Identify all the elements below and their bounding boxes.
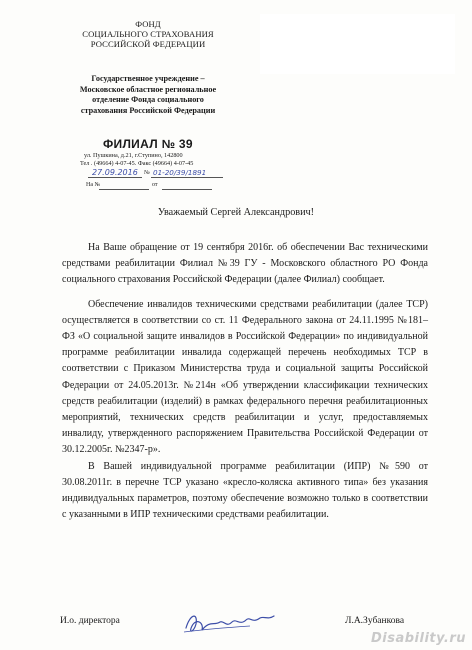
org-line: Московское областное региональное <box>79 84 217 94</box>
paragraph: В Вашей индивидуальной программе реабилитации (ИПР) №590 от 30.08.2011г. в перечне ТСР указано «кресло-коляска активного типа» без указания индивидуальных параметров, поэтому обеспечение возможно только в соответствии с указанными в ИПР техническими средствами реабилитации. <box>62 460 428 521</box>
paragraph: Обеспечение инвалидов техническими средствами реабилитации (далее ТСР) осуществляется в соответствии со ст. 11 Федерального закона от 24.11.1995 №181–ФЗ «О социальной защите инвалидов в Российской Федерации» по индивидуальной программе реабилитации инвалида содержащей перечень необходимых ТСР в соответствии с Приказом Министерства труда и социальной защиты Российской Федерации от 24.05.2013г. №214н «Об утверждении классификации технических средств реабилитации (изделий) в рамках федерального перечня реабилитационных мероприятий, технических средств реабилитации и услуг, предоставляемых инвалиду, утвержденного распоряжением Правительства Российской Федерации от 30.12.2005г. №2347-р». <box>62 298 428 456</box>
fund-header-line: РОССИЙСКОЙ ФЕДЕРАЦИИ <box>90 39 206 49</box>
fund-header-line: ФОНД <box>135 19 161 29</box>
fund-header-line: СОЦИАЛЬНОГО СТРАХОВАНИЯ <box>82 29 214 39</box>
branch-address: ул. Пушкина, д.21, г.Ступино, 142800 <box>84 152 183 159</box>
reference-label: На № <box>86 182 101 188</box>
branch-title: ФИЛИАЛ № 39 <box>103 137 193 151</box>
org-line: Государственное учреждение – <box>91 74 205 83</box>
branch-phone: Тел . (49664) 4-07-45. Факс (49664) 4-07-45 <box>80 160 194 167</box>
letter-body <box>62 240 428 523</box>
site-watermark: Disability.ru <box>370 631 466 646</box>
greeting: Уважаемый Сергей Александрович! <box>157 207 315 218</box>
org-line: отделение Фонда социального <box>92 95 204 104</box>
reference-from-label: от <box>152 182 158 188</box>
paragraph: На Ваше обращение от 19 сентября 2016г. об обеспечении Вас техническими средствами реабилитации Филиал №39 ГУ - Московского областного РО Фонда социального страхования Российской Федерации (далее Филиал) сообщает. <box>62 242 428 286</box>
org-line: страхования Российской Федерации <box>80 105 216 115</box>
number-sign: № <box>144 170 150 176</box>
organization-block <box>48 74 248 116</box>
redacted-recipient <box>260 14 455 74</box>
reference-underline <box>99 189 149 190</box>
signatory-position: И.о. директора <box>60 616 120 626</box>
date-underline <box>88 177 142 178</box>
reference-date-underline <box>162 189 212 190</box>
number-underline <box>151 177 223 178</box>
handwritten-signature <box>180 604 280 640</box>
handwritten-number: 01-20/39/1891 <box>153 168 207 177</box>
fund-header <box>48 19 248 49</box>
signatory-name: Л.А.Зубанкова <box>345 616 405 626</box>
handwritten-date: 27.09.2016 <box>92 168 138 177</box>
